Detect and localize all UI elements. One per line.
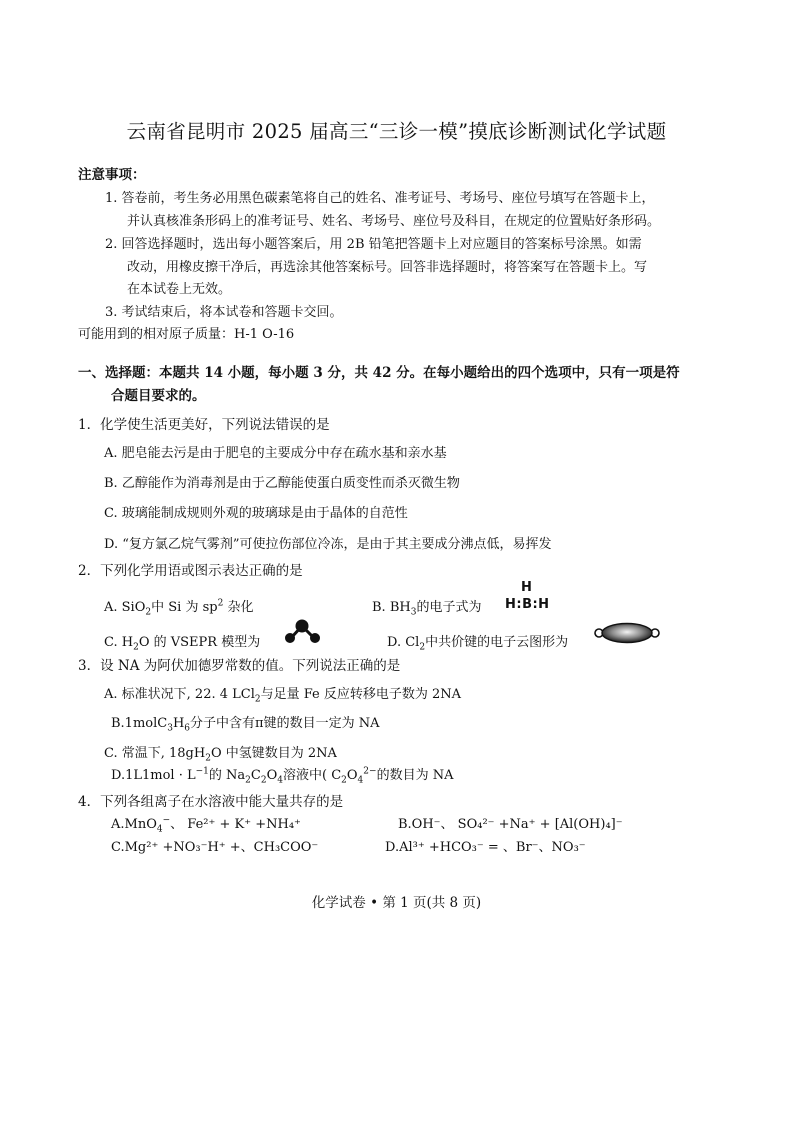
notice-item-2-line-2: 改动，用橡皮擦干净后，再选涂其他答案标号。回答非选择题时，将答案写在答题卡上。写 bbox=[127, 260, 648, 275]
bent-molecule-model-icon bbox=[281, 618, 323, 644]
notice-item-1-line-1: 1. 答卷前，考生务必用黑色碳素笔将自己的姓名、准考证号、考场号、座位号填写在答题卡上， bbox=[105, 191, 655, 206]
question-2-stem: 2．下列化学用语或图示表达正确的是 bbox=[78, 563, 303, 579]
notice-item-2-line-3: 在本试卷上无效。 bbox=[127, 282, 232, 297]
notice-item-3: 3. 考试结束后，将本试卷和答题卡交回。 bbox=[105, 305, 343, 320]
question-1-stem: 1．化学使生活更美好，下列说法错误的是 bbox=[78, 417, 330, 433]
notice-item-1-line-2: 并认真核准条形码上的准考证号、姓名、考场号、座位号及科目，在规定的位置贴好条形码。 bbox=[127, 214, 661, 229]
bh3-lewis-structure: H H:B:H bbox=[505, 580, 550, 612]
question-3-option-c: C. 常温下, $18gH_2O$ 中氢键数目为 2NA bbox=[104, 746, 337, 764]
question-2-option-c: C. $H_2O$ 的 VSEPR 模型为 bbox=[104, 635, 261, 653]
question-4-stem: 4．下列各组离子在水溶液中能大量共存的是 bbox=[78, 794, 344, 810]
question-1-option-a: A. 肥皂能去污是由于肥皂的主要成分中存在疏水基和亲水基 bbox=[104, 446, 447, 461]
question-2-option-a: A. SiO$_2$中 Si 为 $sp^2$ 杂化 bbox=[104, 598, 254, 618]
question-2-option-d: D. $Cl_2$中共价键的电子云图形为 bbox=[387, 635, 569, 653]
atomic-mass-line: 可能用到的相对原子质量：H-1 O-16 bbox=[78, 327, 295, 342]
question-1-option-b: B. 乙醇能作为消毒剂是由于乙醇能使蛋白质变性而杀灭微生物 bbox=[104, 476, 460, 491]
question-4-option-a: A.MnO$_4$−、 Fe²⁺ + K⁺ +NH₄⁺ bbox=[111, 815, 301, 835]
page-title: 云南省昆明市 2025 届高三“三诊一模”摸底诊断测试化学试题 bbox=[126, 120, 667, 143]
question-1-option-c: C. 玻璃能制成规则外观的玻璃球是由于晶体的自范性 bbox=[104, 506, 408, 521]
section-1-heading-line-1: 一、选择题：本题共 14 小题，每小题 3 分，共 42 分。在每小题给出的四个选项中，只有一项是符 bbox=[78, 365, 680, 381]
page-footer: 化学试卷 • 第 1 页(共 8 页) bbox=[311, 895, 482, 911]
question-4-option-c: C.Mg²⁺ +NO₃⁻H⁺ +、CH₃COO⁻ bbox=[111, 840, 319, 855]
question-2-option-b: B. $BH_3$的电子式为 bbox=[372, 600, 482, 618]
question-4-option-b: B.OH⁻、 SO₄²⁻ +Na⁺ + [Al(OH)₄]⁻ bbox=[398, 817, 623, 832]
question-3-option-d: $D.1L1mol \cdot L^{-1}$的 $Na_2C_2O_4$溶液中( $C_2O_4^{2-}$的数目为 NA bbox=[111, 766, 454, 786]
question-3-option-a: A. 标准状况下, 22. 4 LCl$_2$与足量 Fe 反应转移电子数为 2NA bbox=[104, 687, 462, 705]
question-1-option-d: D. “复方氯乙烷气雾剂”可使拉伤部位冷冻，是由于其主要成分沸点低，易挥发 bbox=[104, 537, 552, 552]
notice-item-2-line-1: 2. 回答选择题时，选出每小题答案后，用 2B 铅笔把答题卡上对应题目的答案标号涂黑。如需 bbox=[105, 237, 642, 252]
section-1-heading-line-2: 合题目要求的。 bbox=[111, 388, 206, 404]
question-3-option-b: $B.1molC_3H_6$分子中含有π键的数目一定为 NA bbox=[111, 716, 380, 734]
notice-heading: 注意事项： bbox=[78, 167, 146, 183]
question-3-stem: 3．设 NA 为阿伏加德罗常数的值。下列说法正确的是 bbox=[78, 658, 401, 674]
question-4-option-d: D.Al³⁺ +HCO₃⁻ = 、Br⁻、NO₃⁻ bbox=[385, 840, 586, 855]
sigma-bond-electron-cloud-icon bbox=[592, 622, 662, 644]
